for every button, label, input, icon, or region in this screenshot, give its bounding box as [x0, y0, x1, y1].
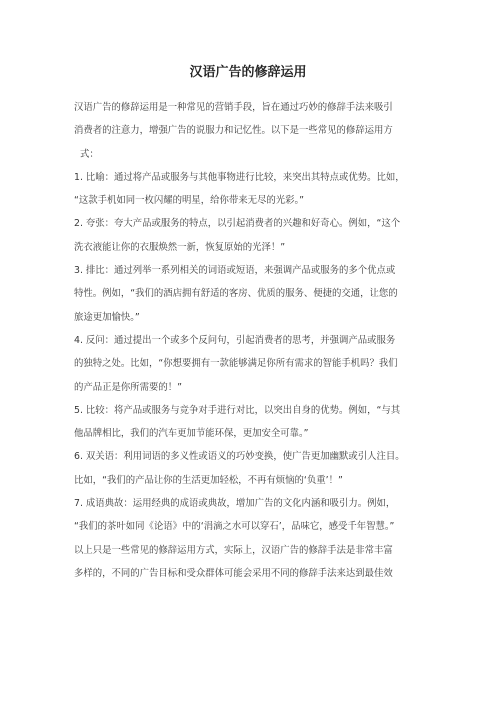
paragraph-line: 的产品正是你所需要的！” [74, 381, 182, 393]
paragraph-line: 消费者的注意力，增强广告的说服力和记忆性。以下是一些常见的修辞运用方 [74, 125, 393, 137]
paragraph-line: 的独特之处。比如，“你想要拥有一款能够满足你所有需求的智能手机吗？我们 [74, 358, 398, 370]
document-body [74, 96, 434, 585]
paragraph-line: 2. 夸张：夸大产品或服务的特点，以引起消费者的兴趣和好奇心。例如，“这个 [74, 218, 401, 230]
paragraph-line: 5. 比较：将产品或服务与竞争对手进行对比，以突出自身的优势。例如，“与其 [74, 404, 401, 416]
paragraph-line: 1. 比喻：通过将产品或服务与其他事物进行比较，来突出其特点或优势。比如， [74, 171, 405, 183]
paragraph-line: 特性。例如，“我们的酒店拥有舒适的客房、优质的服务、便捷的交通，让您的 [74, 288, 398, 300]
paragraph-line: 多样的，不同的广告目标和受众群体可能会采用不同的修辞手法来达到最佳效 [74, 567, 393, 579]
paragraph-line: 7. 成语典故：运用经典的成语或典故，增加广告的文化内涵和吸引力。例如， [74, 498, 396, 510]
paragraph-line: “我们的茶叶如同《论语》中的‘涓滴之水可以穿石’，品味它，感受千年智慧。” [74, 521, 395, 533]
paragraph-line: 以上只是一些常见的修辞运用方式，实际上，汉语广告的修辞手法是非常丰富 [74, 544, 393, 556]
paragraph-line: 4. 反问：通过提出一个或多个反问句，引起消费者的思考，并强调产品或服务 [74, 334, 396, 346]
paragraph-line: 式： [80, 148, 99, 160]
paragraph-line: 3. 排比：通过列举一系列相关的词语或短语，来强调产品或服务的多个优点或 [74, 265, 396, 277]
paragraph-line: “这款手机如同一枚闪耀的明星，给你带来无尽的光彩。” [74, 195, 305, 207]
paragraph-line: 汉语广告的修辞运用是一种常见的营销手段，旨在通过巧妙的修辞手法来吸引 [74, 102, 393, 113]
paragraph-line: 6. 双关语：利用词语的多义性或语义的巧妙变换，使广告更加幽默或引人注目。 [74, 451, 405, 463]
paragraph-line: 他品牌相比，我们的汽车更加节能环保，更加安全可靠。” [74, 428, 309, 440]
paragraph-line: 比如，“我们的产品让你的生活更加轻松，不再有烦恼的‘负重’！” [74, 474, 343, 486]
paragraph-line: 洗衣液能让你的衣服焕然一新，恢复原始的光泽！” [74, 241, 286, 253]
page-title: 汉语广告的修辞运用 [189, 65, 307, 80]
paragraph-line: 旅途更加愉快。” [74, 311, 140, 323]
